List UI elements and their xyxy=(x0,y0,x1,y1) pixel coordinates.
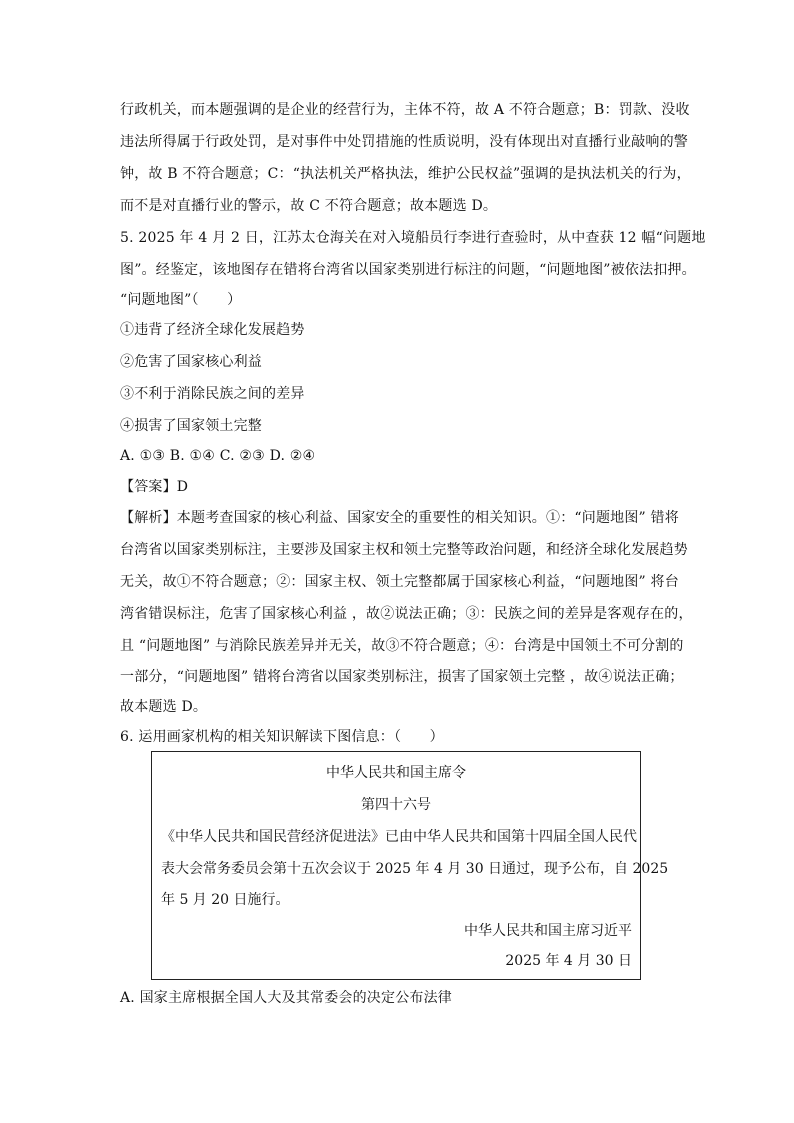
question-5-analysis-line: 故本题选 D。 xyxy=(120,699,208,715)
question-5-stem-line: “问题地图”（ ） xyxy=(120,292,242,308)
analysis-continued-line: 违法所得属于行政处罚，是对事件中处罚措施的性质说明，没有体现出对直播行业敲响的警 xyxy=(120,134,688,150)
question-5-stem-line: 5. 2025 年 4 月 2 日，江苏太仓海关在对入境船员行李进行查验时，从中查获 12 幅“问题地 xyxy=(120,230,706,246)
order-title: 中华人民共和国主席令 xyxy=(326,765,466,781)
question-5-item: ②危害了国家核心利益 xyxy=(120,354,262,370)
question-6-option-a: A. 国家主席根据全国人大及其常委会的决定公布法律 xyxy=(120,990,453,1006)
question-5-analysis-line: 湾省错误标注，危害了国家核心利益 ，故②说法正确；③：民族之间的差异是客观存在的， xyxy=(120,606,693,622)
question-5-analysis-line: 【解析】本题考查国家的核心利益、国家安全的重要性的相关知识。①：“问题地图” 错将 xyxy=(120,510,679,526)
question-5-answer: 【答案】D xyxy=(120,479,189,495)
question-5-analysis-line: 无关，故①不符合题意；②：国家主权、领土完整都属于国家核心利益，“问题地图” 将台 xyxy=(120,574,679,590)
presidential-order-box xyxy=(151,751,669,980)
analysis-continued-line: 钟，故 B 不符合题意；C：“执法机关严格执法，维护公民权益”强调的是执法机关的行为， xyxy=(120,166,691,182)
question-5-item: ③不利于消除民族之间的差异 xyxy=(120,386,305,402)
question-5-stem-line: 图”。经鉴定，该地图存在错将台湾省以国家类别进行标注的问题，“问题地图”被依法扣押。 xyxy=(120,262,696,278)
order-signer: 中华人民共和国主席习近平 xyxy=(464,923,632,939)
question-5-analysis-line: 且 “问题地图” 与消除民族差异并无关，故③不符合题意；④：台湾是中国领土不可分割的 xyxy=(120,638,684,654)
order-body-line: 年 5 月 20 日施行。 xyxy=(161,892,290,908)
analysis-continued-line: 行政机关，而本题强调的是企业的经营行为，主体不符，故 A 不符合题意；B：罚款、没收 xyxy=(120,102,690,118)
question-5-item: ①违背了经济全球化发展趋势 xyxy=(120,322,305,338)
order-date: 2025 年 4 月 30 日 xyxy=(505,953,632,969)
order-body-line: 《中华人民共和国民营经济促进法》已由中华人民共和国第十四届全国人民代 xyxy=(161,829,637,845)
order-number: 第四十六号 xyxy=(361,797,431,813)
question-5-analysis-line: 一部分，“问题地图” 错将台湾省以国家类别标注，损害了国家领土完整 ，故④说法正确； xyxy=(120,669,684,685)
order-body-line: 表大会常务委员会第十五次会议于 2025 年 4 月 30 日通过，现予公布，自 2025 xyxy=(161,861,669,877)
question-5-analysis-line: 台湾省以国家类别标注，主要涉及国家主权和领土完整等政治问题，和经济全球化发展趋势 xyxy=(120,542,688,558)
question-6-stem: 6. 运用画家机构的相关知识解读下图信息：（ ） xyxy=(120,729,444,745)
question-5-options: A. ①③ B. ①④ C. ②③ D. ②④ xyxy=(120,448,316,464)
analysis-continued-line: 而不是对直播行业的警示，故 C 不符合题意；故本题选 D。 xyxy=(120,198,498,214)
question-5-item: ④损害了国家领土完整 xyxy=(120,418,262,434)
